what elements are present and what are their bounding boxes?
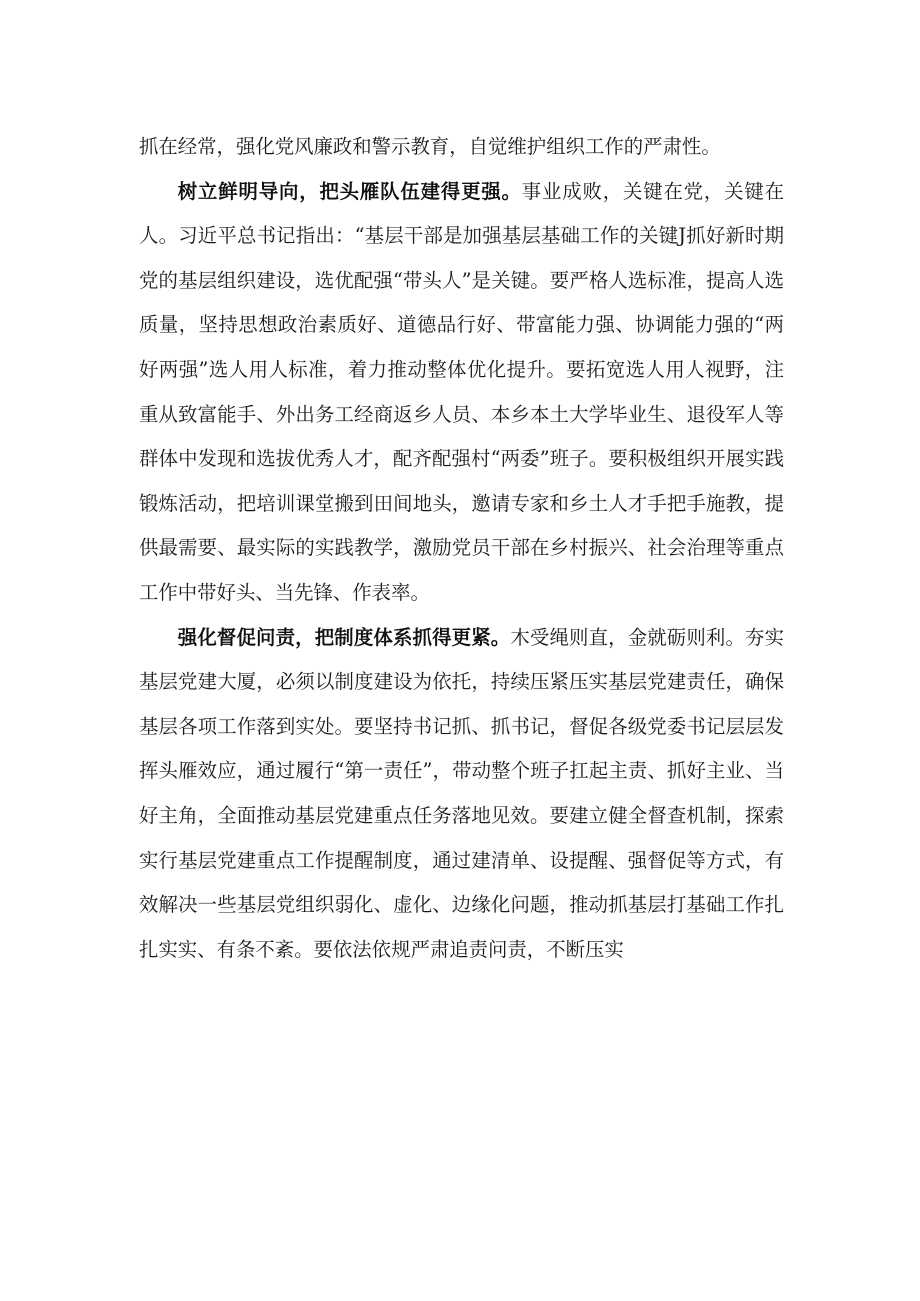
paragraph-text: 抓在经常，强化党风廉政和警示教育，自觉维护组织工作的严肃性。 — [139, 135, 721, 158]
paragraph-accountability — [139, 616, 784, 973]
paragraph-continuation — [139, 125, 784, 170]
paragraph-heading: 强化督促问责，把制度体系抓得更紧。 — [177, 625, 511, 649]
paragraph-text: 木受绳则直，金就砺则利。夯实基层党建大厦，必须以制度建设为依托，持续压紧压实基层党建责任，确保基层各项工作落到实处。要坚持书记抓、抓书记，督促各级党委书记层层发挥头雁效应，通过履行“第一责任”，带动整个班子扛起主责、抓好主业、当好主角，全面推动基层党建重点任务落地见效。要建立健全督查机制，探索实行基层党建重点工作提醒制度，通过建清单、设提醒、强督促等方式，有效解决一些基层党组织弱化、虚化、边缘化问题，推动抓基层打基础工作扎扎实实、有条不紊。要依法依规严肃追责问责，不断压实 — [139, 625, 785, 961]
paragraph-heading: 树立鲜明导向，把头雁队伍建得更强。 — [177, 179, 522, 203]
paragraph-text: 事业成败，关键在党，关键在人。习近平总书记指出：“基层干部是加强基层基础工作的关键J抓好新时期党的基层组织建设，选优配强“带头人”是关键。要严格人选标准，提高人选质量，坚持思想政治素质好、道德品行好、带富能力强、协调能力强的“两好两强”选人用人标准，着力推动整体优化提升。要拓宽选人用人视野，注重从致富能手、外出务工经商返乡人员、本乡本土大学毕业生、退役军人等群体中发现和选拔优秀人才，配齐配强村“两委”班子。要积极组织开展实践锻炼活动，把培训课堂搬到田间地头，邀请专家和乡土人才手把手施教，提供最需要、最实际的实践教学，激励党员干部在乡村振兴、社会治理等重点工作中带好头、当先锋、作表率。 — [139, 179, 785, 604]
document-body — [139, 125, 784, 972]
paragraph-leadership-team — [139, 170, 784, 616]
